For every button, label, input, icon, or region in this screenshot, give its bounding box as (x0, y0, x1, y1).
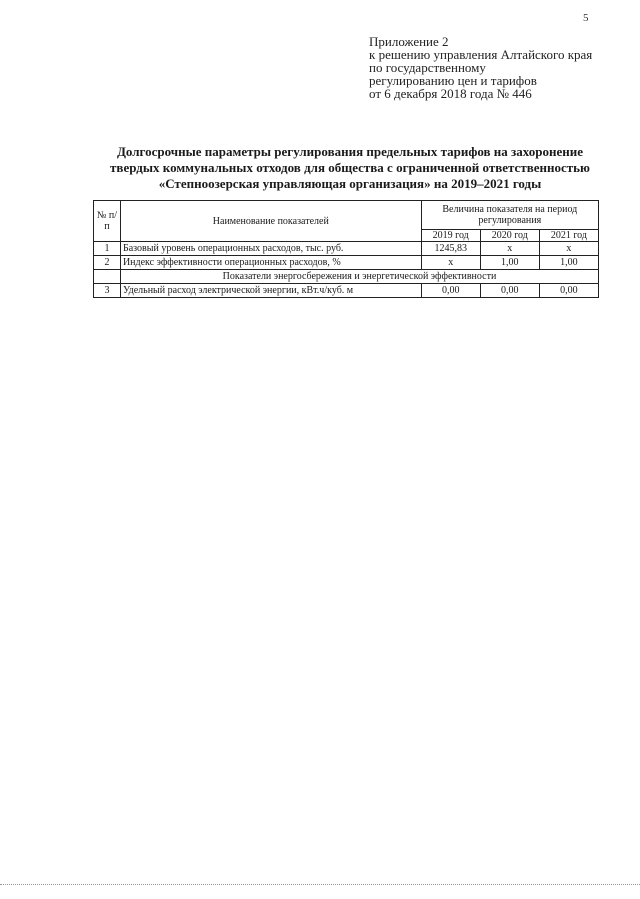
row-name: Базовый уровень операционных расходов, тыс. руб. (120, 242, 421, 256)
document-title (60, 144, 640, 192)
header-name: Наименование показателей (120, 201, 421, 242)
appendix-line: от 6 декабря 2018 года № 446 (369, 86, 532, 101)
row-value: x (480, 242, 539, 256)
row-value: x (539, 242, 598, 256)
row-num: 3 (94, 284, 121, 298)
appendix-line: регулированию цен и тарифов (369, 73, 537, 88)
row-value: 1,00 (480, 256, 539, 270)
appendix-line: по государственному (369, 60, 486, 75)
row-value: 0,00 (480, 284, 539, 298)
header-year: 2019 год (421, 230, 480, 242)
title-line: «Степноозерская управляющая организация» на 2019–2021 годы (158, 176, 542, 191)
row-value: 1,00 (539, 256, 598, 270)
page-number: 5 (583, 12, 589, 24)
row-name: Индекс эффективности операционных расходов, % (120, 256, 421, 270)
page-bottom-rule (0, 884, 640, 885)
row-num: 2 (94, 256, 121, 270)
header-period-group: Величина показателя на период регулирования (421, 201, 598, 230)
section-label: Показатели энергосбережения и энергетической эффективности (120, 270, 598, 284)
parameters-table (93, 200, 599, 298)
header-num: № п/п (94, 201, 121, 242)
header-year: 2021 год (539, 230, 598, 242)
row-value: 0,00 (421, 284, 480, 298)
table-header-row (94, 201, 599, 230)
title-line: твердых коммунальных отходов для общества с ограниченной ответственностью (110, 160, 590, 175)
row-num: 1 (94, 242, 121, 256)
appendix-block (369, 35, 619, 100)
row-name: Удельный расход электрической энергии, кВт.ч/куб. м (120, 284, 421, 298)
row-value: 0,00 (539, 284, 598, 298)
table-row (94, 256, 599, 270)
table-section-row (94, 270, 599, 284)
row-value: x (421, 256, 480, 270)
table-row (94, 242, 599, 256)
row-value: 1245,83 (421, 242, 480, 256)
table-row (94, 284, 599, 298)
header-year: 2020 год (480, 230, 539, 242)
title-line: Долгосрочные параметры регулирования предельных тарифов на захоронение (116, 144, 583, 159)
appendix-line: к решению управления Алтайского края (369, 47, 593, 62)
appendix-line: Приложение 2 (369, 34, 449, 49)
section-num-empty (94, 270, 121, 284)
